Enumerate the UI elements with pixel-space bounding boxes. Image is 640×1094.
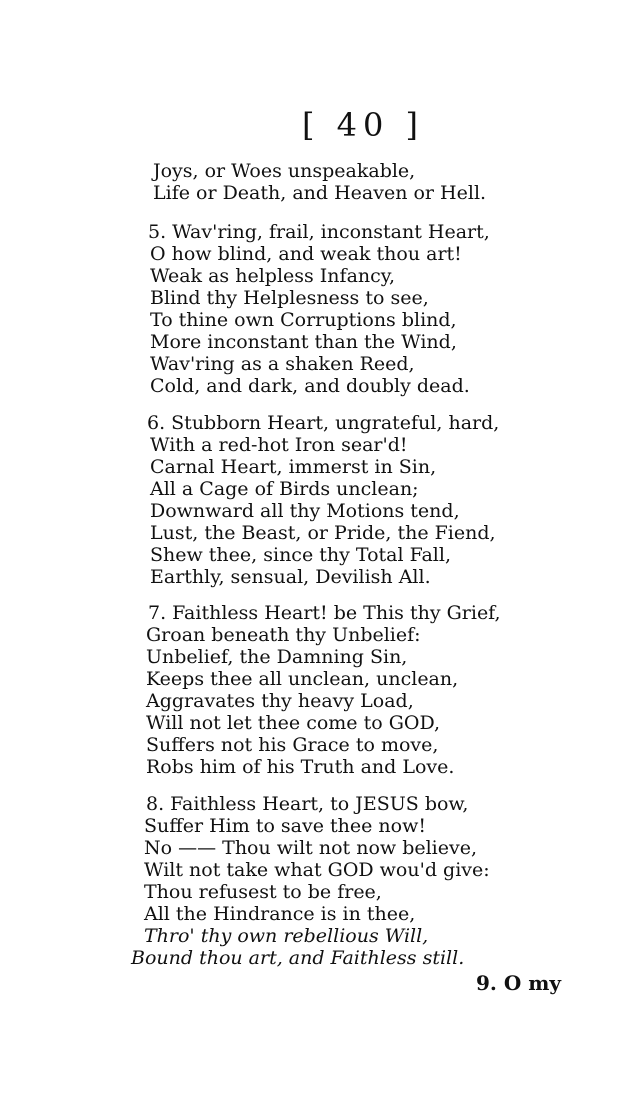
verse-line: Wav'ring as a shaken Reed, <box>150 353 415 375</box>
verse-line: Thou refusest to be free, <box>144 881 382 903</box>
verse-line: All the Hindrance is in thee, <box>144 903 416 925</box>
verse-line: Downward all thy Motions tend, <box>150 500 460 522</box>
verse-line: Keeps thee all unclean, unclean, <box>146 668 459 690</box>
verse-line: Shew thee, since thy Total Fall, <box>150 544 452 566</box>
verse-line: Thro' thy own rebellious Will, <box>144 925 429 947</box>
verse-line: 6. Stubborn Heart, ungrateful, hard, <box>147 412 500 434</box>
verse-line: Cold, and dark, and doubly dead. <box>150 375 470 397</box>
verse-line: Unbelief, the Damning Sin, <box>146 646 408 668</box>
verse-line: Robs him of his Truth and Love. <box>146 756 455 778</box>
verse-line: To thine own Corruptions blind, <box>150 309 457 331</box>
catchword: 9. O my <box>476 971 562 995</box>
verse-line: Carnal Heart, immerst in Sin, <box>150 456 437 478</box>
verse-line: Joys, or Woes unspeakable, <box>153 160 416 182</box>
verse-line: Will not let thee come to GOD, <box>146 712 441 734</box>
verse-line: Suffer Him to save thee now! <box>144 815 427 837</box>
verse-line: Blind thy Helplesness to see, <box>150 287 429 309</box>
page-number: [ 40 ] <box>302 106 425 144</box>
verse-line: 5. Wav'ring, frail, inconstant Heart, <box>148 221 490 243</box>
verse-line: Earthly, sensual, Devilish All. <box>150 566 431 588</box>
verse-line: More inconstant than the Wind, <box>150 331 457 353</box>
verse-line: With a red-hot Iron sear'd! <box>150 434 408 456</box>
verse-line: No —— Thou wilt not now believe, <box>144 837 478 859</box>
verse-line: Wilt not take what GOD wou'd give: <box>144 859 490 881</box>
verse-line: Aggravates thy heavy Load, <box>146 690 414 712</box>
verse-line: Bound thou art, and Faithless still. <box>131 947 465 969</box>
verse-line: 8. Faithless Heart, to JESUS bow, <box>146 793 469 815</box>
verse-line: Weak as helpless Infancy, <box>150 265 396 287</box>
verse-line: All a Cage of Birds unclean; <box>150 478 419 500</box>
verse-line: 7. Faithless Heart! be This thy Grief, <box>148 602 501 624</box>
verse-line: Lust, the Beast, or Pride, the Fiend, <box>150 522 496 544</box>
verse-line: O how blind, and weak thou art! <box>150 243 462 265</box>
verse-line: Groan beneath thy Unbelief: <box>146 624 421 646</box>
verse-line: Life or Death, and Heaven or Hell. <box>153 182 487 204</box>
verse-line: Suffers not his Grace to move, <box>146 734 439 756</box>
